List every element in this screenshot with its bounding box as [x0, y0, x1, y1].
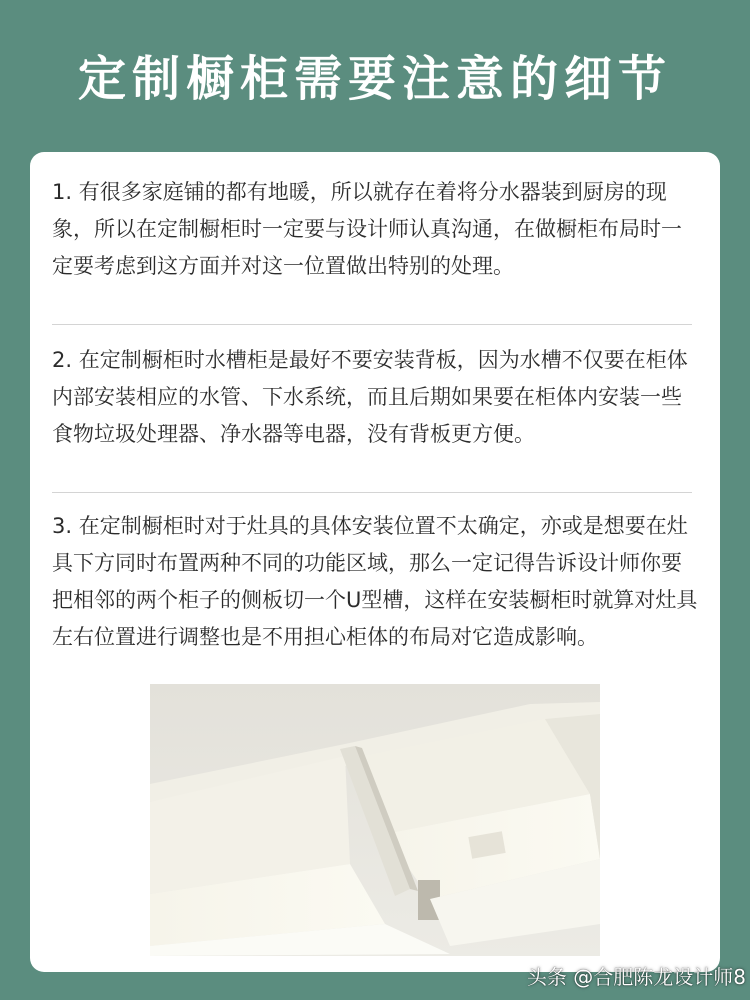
divider	[52, 324, 692, 325]
paragraph-1: 1. 有很多家庭铺的都有地暖，所以就存在着将分水器装到厨房的现象，所以在定制橱柜时一定要与设计师认真沟通，在做橱柜布局时一定要考虑到这方面并对这一位置做出特别的处理。	[52, 180, 682, 278]
paragraph-3: 3. 在定制橱柜时对于灶具的具体安装位置不太确定，亦或是想要在灶具下方同时布置两种不同的功能区域，那么一定记得告诉设计师你要把相邻的两个柜子的侧板切一个U型槽，这样在安装橱柜时就算对灶具左右位置进行调整也是不用担心柜体的布局对它造成影响。	[52, 514, 698, 649]
paragraph-2: 2. 在定制橱柜时水槽柜是最好不要安装背板，因为水槽不仅要在柜体内部安装相应的水管、下水系统，而且后期如果要在柜体内安装一些食物垃圾处理器、净水器等电器，没有背板更方便。	[52, 348, 688, 446]
cabinet-illustration	[150, 684, 600, 956]
watermark: 头条 @合肥陈龙设计师8	[526, 965, 746, 989]
page-title: 定制橱柜需要注意的细节	[77, 51, 672, 107]
cabinet-photo	[150, 684, 600, 956]
divider	[52, 492, 692, 493]
content-card	[30, 152, 720, 972]
